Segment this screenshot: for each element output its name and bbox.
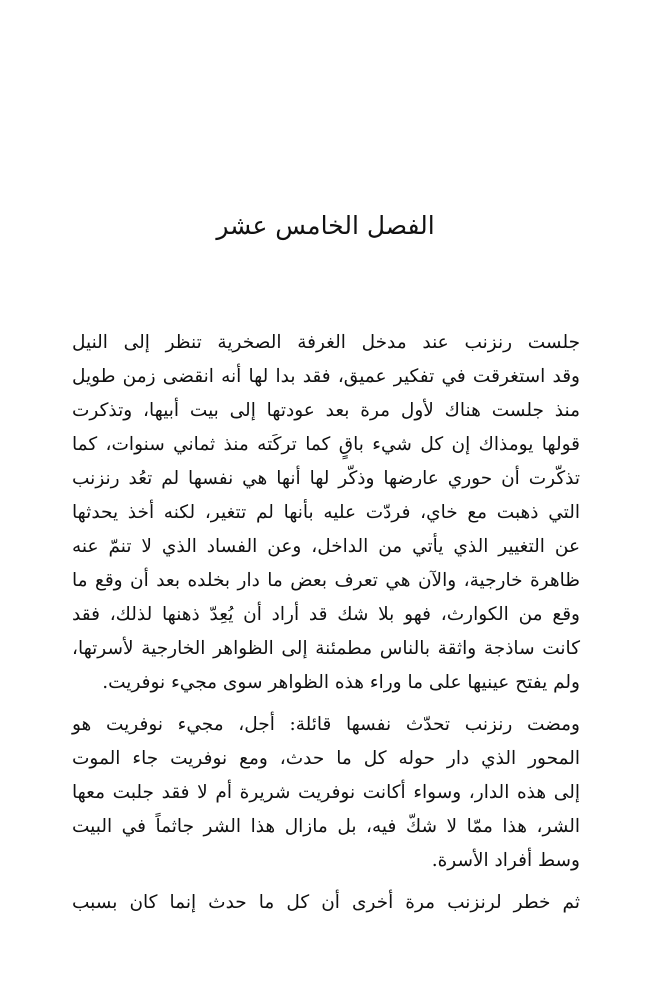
paragraph xyxy=(72,326,580,700)
text-line: المحور الذي دار حوله كل ما حدث، ومع نوفريت جاء الموت xyxy=(72,748,580,769)
text-line: وقع من الكوارث، فهو بلا شك قد أراد أن يُعِدّ ذهنها لذلك، فقد xyxy=(72,604,580,625)
paragraph xyxy=(72,886,580,920)
text-line: جلست رنزنب عند مدخل الغرفة الصخرية تنظر إلى النيل xyxy=(72,332,580,353)
text-line: إلى هذه الدار، وسواء أكانت نوفريت شريرة أم لا فقد جلبت معها xyxy=(72,782,580,803)
text-line: كانت ساذجة واثقة بالناس مطمئنة إلى الظواهر الخارجية لأسرتها، xyxy=(72,638,580,659)
text-line: ثم خطر لرنزنب مرة أخرى أن كل ما حدث إنما كان بسبب xyxy=(72,892,580,913)
text-line: التي ذهبت مع خاي، فردّت عليه بأنها لم تتغير، لكنه أخذ يحدثها xyxy=(72,502,580,523)
text-line: وسط أفراد الأسرة. xyxy=(431,850,580,871)
text-line: ومضت رنزنب تحدّث نفسها قائلة: أجل، مجيء نوفريت هو xyxy=(72,714,580,735)
text-line: تذكّرت أن حوري عارضها وذكّر لها أنها هي نفسها لم تعُد رنزنب xyxy=(72,468,580,489)
text-line: قولها يومذاك إن كل شيء باقٍ كما تركَته منذ ثماني سنوات، كما xyxy=(72,434,580,455)
text-line: عن التغيير الذي يأتي من الداخل، وعن الفساد الذي لا تنمّ عنه xyxy=(72,536,580,557)
paragraph xyxy=(72,708,580,878)
text-line: منذ جلست هناك لأول مرة بعد عودتها إلى بيت أبيها، وتذكرت xyxy=(72,400,580,421)
chapter-title: الفصل الخامس عشر xyxy=(216,211,435,240)
text-line: وقد استغرقت في تفكير عميق، فقد بدا لها أنه انقضى زمن طويل xyxy=(72,366,580,387)
text-line: ولم يفتح عينيها على ما وراء هذه الظواهر سوى مجيء نوفريت. xyxy=(102,672,580,693)
chapter-body xyxy=(72,326,580,920)
text-line: الشر، هذا ممّا لا شكّ فيه، بل مازال هذا الشر جاثماً في البيت xyxy=(72,816,580,837)
text-line: ظاهرة خارجية، والآن هي تعرف بعض ما دار بخلده بعد أن وقع ما xyxy=(72,570,580,591)
